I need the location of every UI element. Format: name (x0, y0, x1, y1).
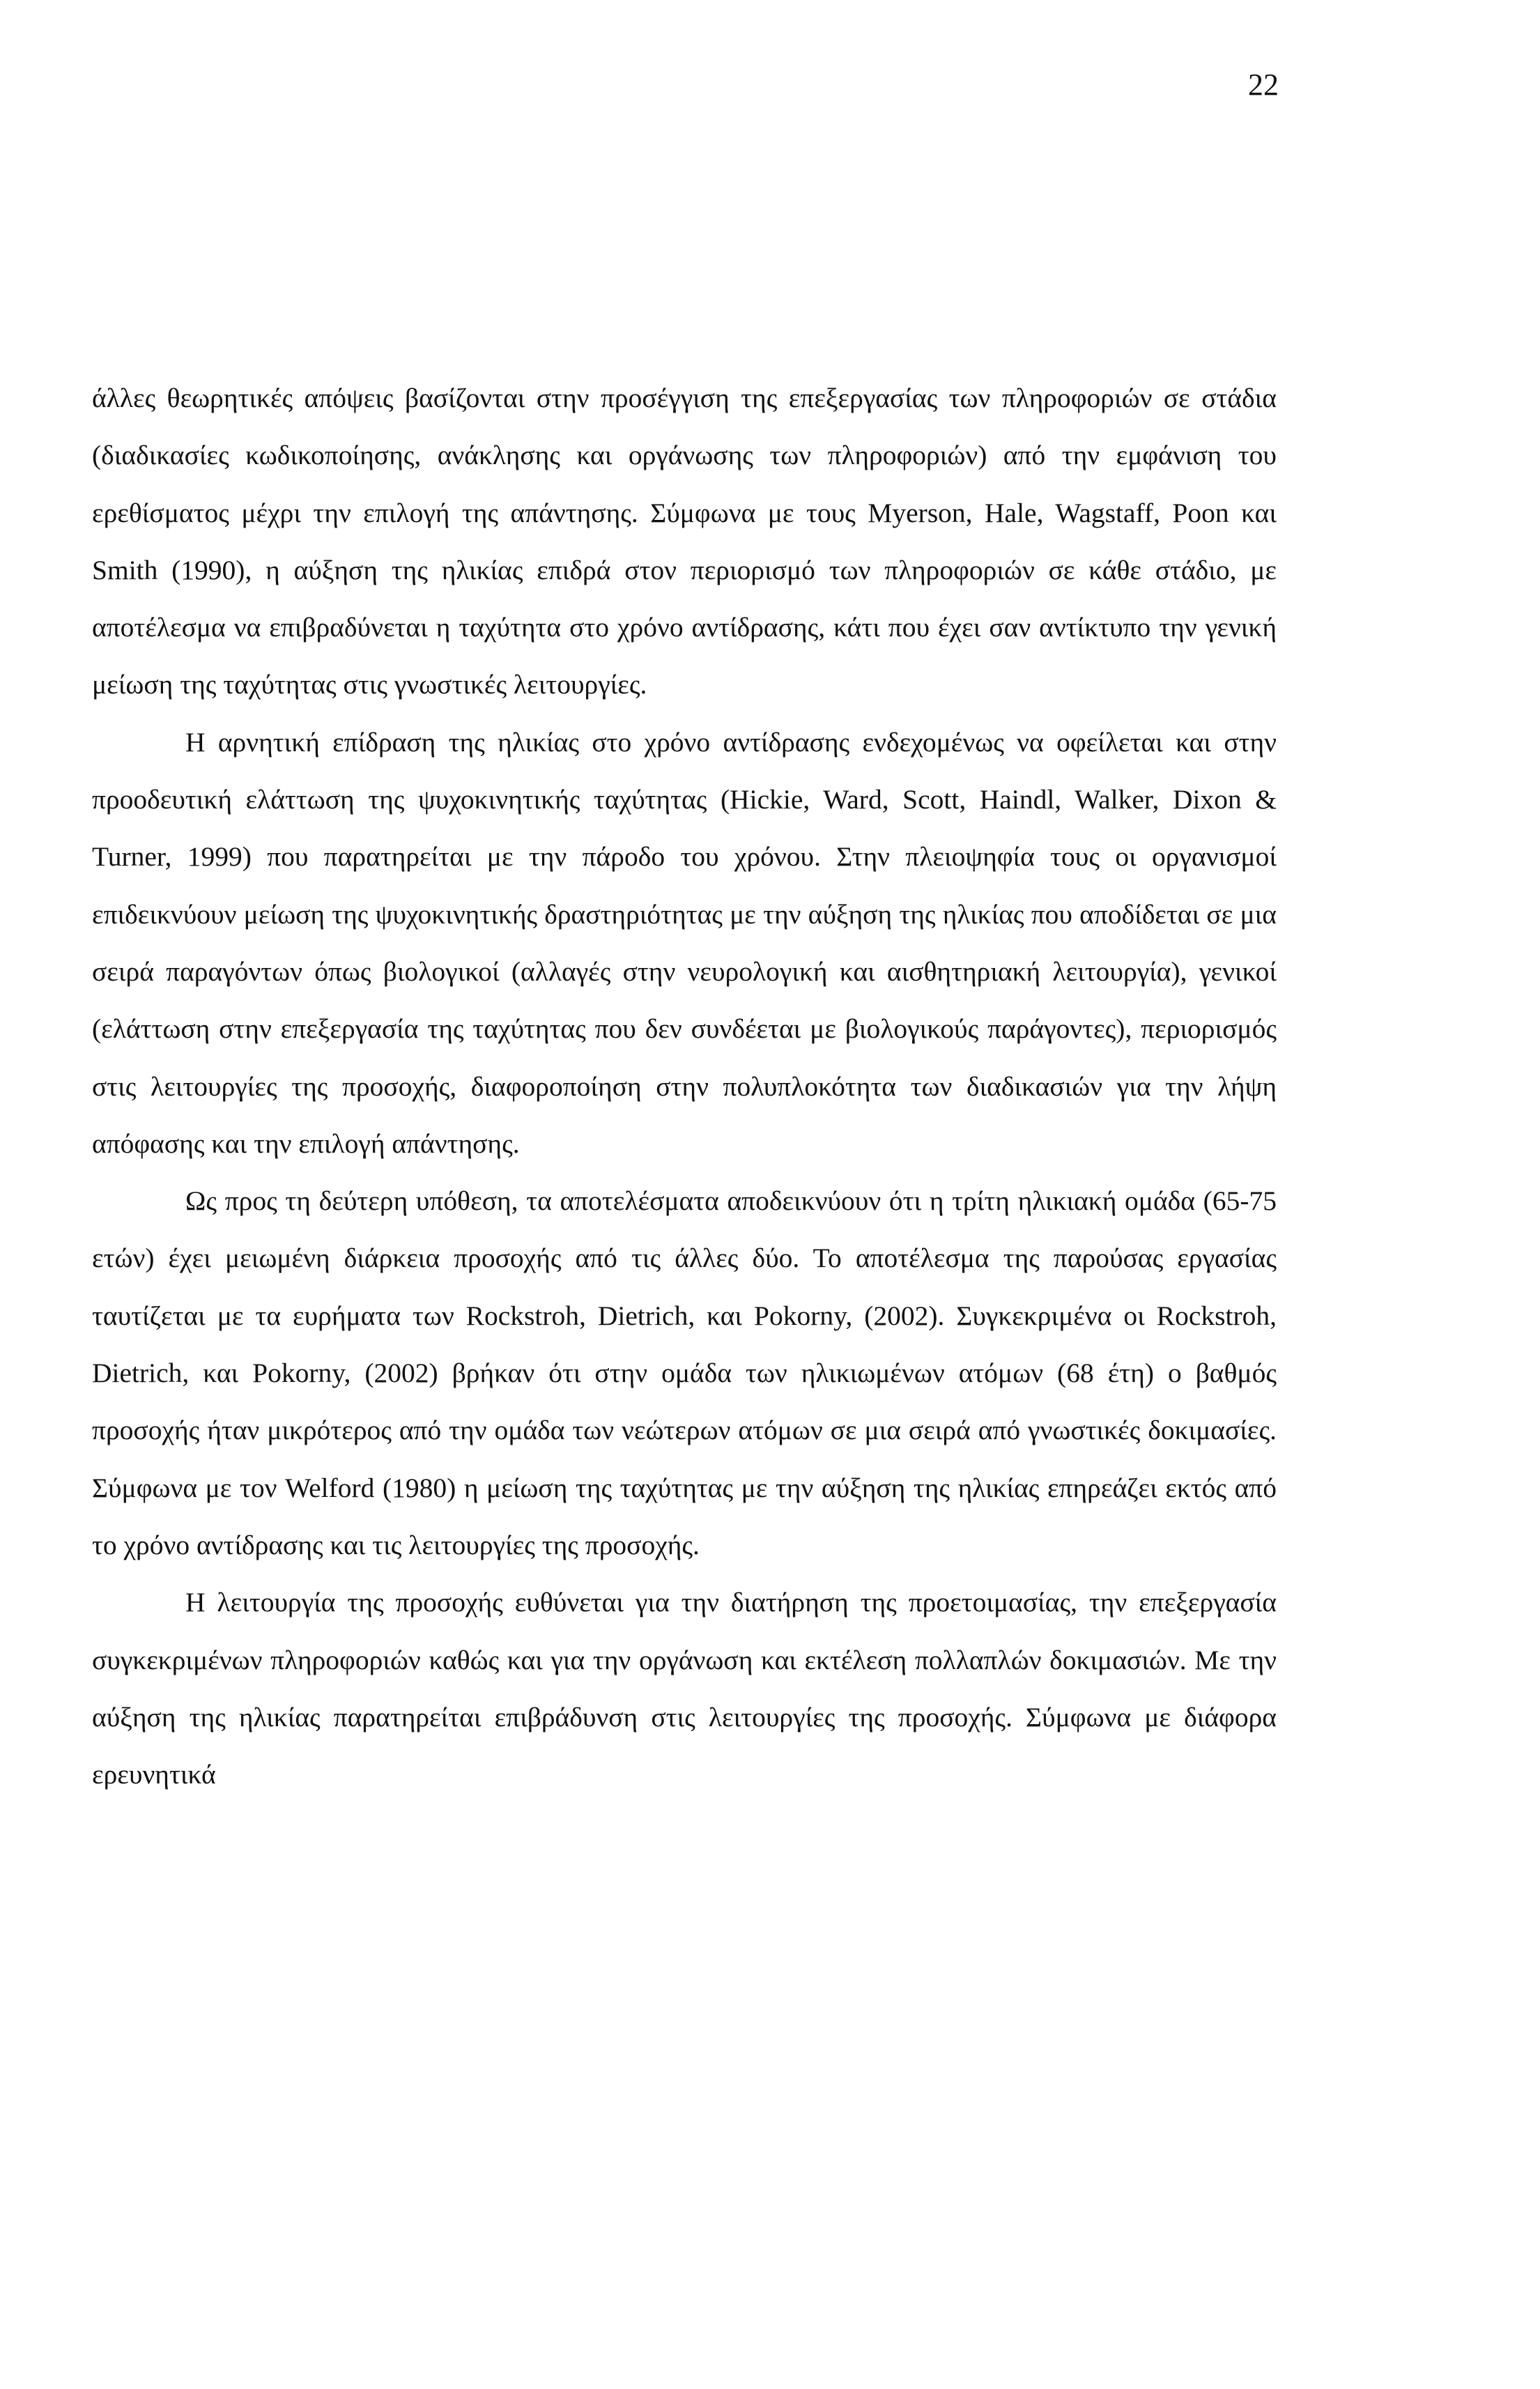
body-text (92, 369, 1277, 1803)
paragraph-2: Η αρνητική επίδραση της ηλικίας στο χρόνο αντίδρασης ενδεχομένως να οφείλεται και στην προοδευτική ελάττωση της ψυχοκινητικής ταχύτητας (Hickie, Ward, Scott, Haindl, Walker, Dixon & Turner, 1999) που παρατηρείται με την πάροδο του χρόνου. Στην πλειοψηφία τους οι οργανισμοί επιδεικνύουν μείωση της ψυχοκινητικής δραστηριότητας με την αύξηση της ηλικίας που αποδίδεται σε μια σειρά παραγόντων όπως βιολογικοί (αλλαγές στην νευρολογική και αισθητηριακή λειτουργία), γενικοί (ελάττωση στην επεξεργασία της ταχύτητας που δεν συνδέεται με βιολογικούς παράγοντες), περιορισμός στις λειτουργίες της προσοχής, διαφοροποίηση στην πολυπλοκότητα των διαδικασιών για την λήψη απόφασης και την επιλογή απάντησης. (92, 726, 1277, 1159)
page-number: 22 (1248, 68, 1279, 102)
paragraph-3: Ως προς τη δεύτερη υπόθεση, τα αποτελέσματα αποδεικνύουν ότι η τρίτη ηλικιακή ομάδα (65-75 ετών) έχει μειωμένη διάρκεια προσοχής από τις άλλες δύο. Το αποτέλεσμα της παρούσας εργασίας ταυτίζεται με τα ευρήματα των Rockstroh, Dietrich, και Pokorny, (2002). Συγκεκριμένα οι Rockstroh, Dietrich, και Pokorny, (2002) βρήκαν ότι στην ομάδα των ηλικιωμένων ατόμων (68 έτη) ο βαθμός προσοχής ήταν μικρότερος από την ομάδα των νεώτερων ατόμων σε μια σειρά από γνωστικές δοκιμασίες. Σύμφωνα με τον Welford (1980) η μείωση της ταχύτητας με την αύξηση της ηλικίας επηρεάζει εκτός από το χρόνο αντίδρασης και τις λειτουργίες της προσοχής. (92, 1185, 1277, 1560)
paragraph-4: Η λειτουργία της προσοχής ευθύνεται για την διατήρηση της προετοιμασίας, την επεξεργασία συγκεκριμένων πληροφοριών καθώς και για την οργάνωση και εκτέλεση πολλαπλών δοκιμασιών. Με την αύξηση της ηλικίας παρατηρείται επιβράδυνση στις λειτουργίες της προσοχής. Σύμφωνα με διάφορα ερευνητικά (92, 1587, 1277, 1790)
paragraph-1: άλλες θεωρητικές απόψεις βασίζονται στην προσέγγιση της επεξεργασίας των πληροφοριών σε στάδια (διαδικασίες κωδικοποίησης, ανάκλησης και οργάνωσης των πληροφοριών) από την εμφάνιση του ερεθίσματος μέχρι την επιλογή της απάντησης. Σύμφωνα με τους Myerson, Hale, Wagstaff, Poon και Smith (1990), η αύξηση της ηλικίας επιδρά στον περιορισμό των πληροφοριών σε κάθε στάδιο, με αποτέλεσμα να επιβραδύνεται η ταχύτητα στο χρόνο αντίδρασης, κάτι που έχει σαν αντίκτυπο την γενική μείωση της ταχύτητας στις γνωστικές λειτουργίες. (92, 383, 1277, 700)
